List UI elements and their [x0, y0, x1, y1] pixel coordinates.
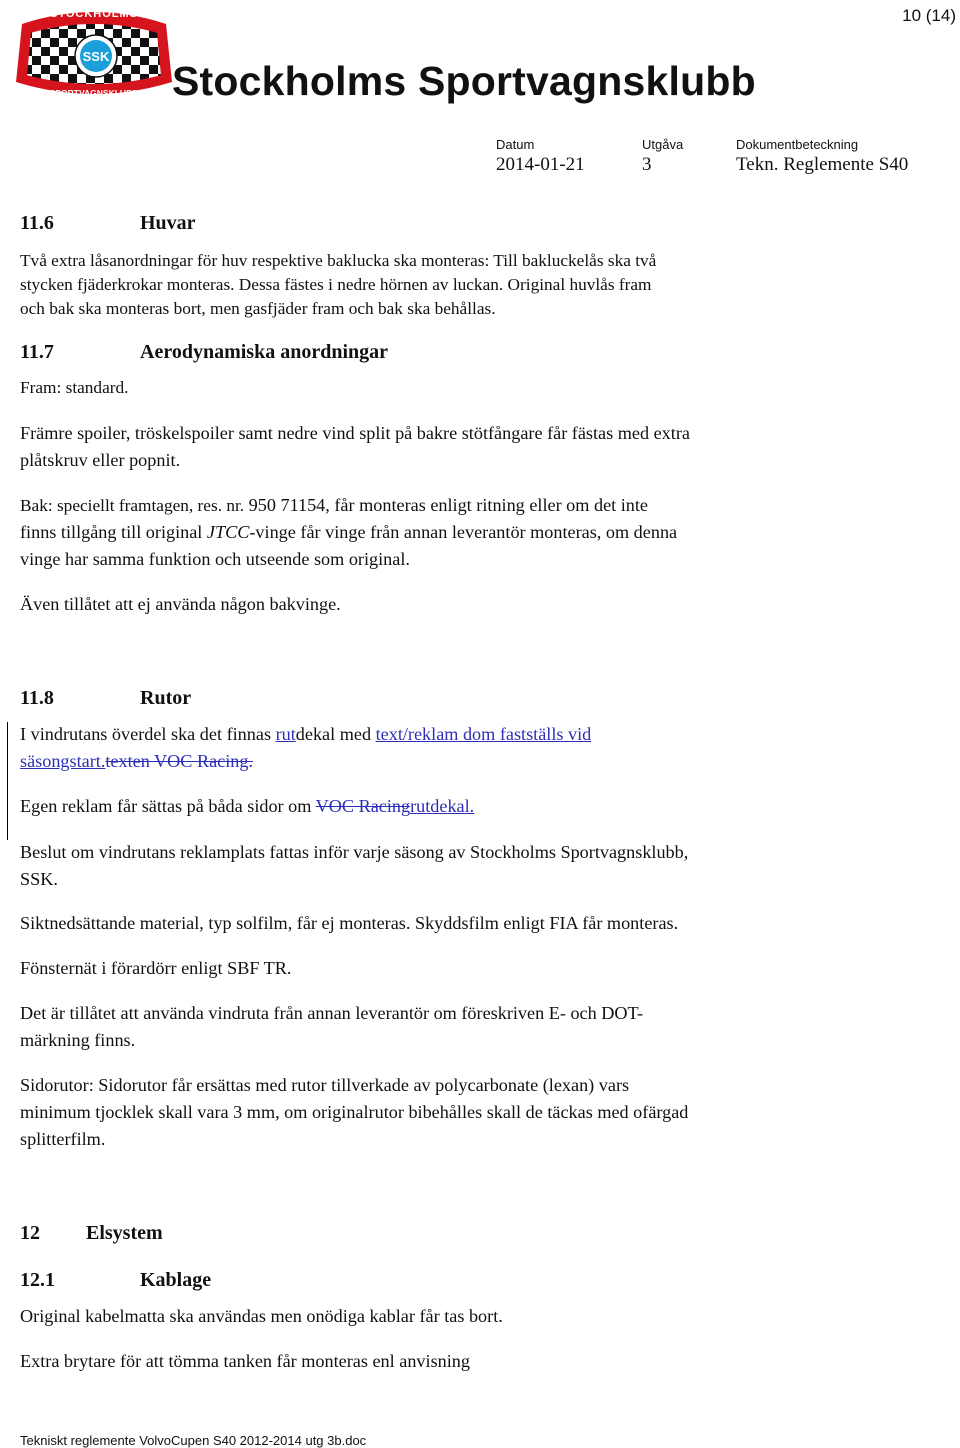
section-heading-11-6 [20, 212, 420, 238]
section-number: 12.1 [20, 1269, 55, 1291]
bak-paragraph [20, 492, 940, 573]
jtcc-text: JTCC [206, 522, 250, 542]
section-heading-11-7 [20, 341, 520, 367]
section-heading-12 [20, 1222, 420, 1248]
club-logo [14, 2, 174, 106]
text-line: stycken fjäderkrokar monteras. Dessa fästes i nedre hörnen av luckan. Original huvlås fram [20, 275, 652, 294]
logo-top-text: STOCKHOLMS [49, 8, 139, 20]
section-title: Huvar [140, 212, 196, 234]
bak-text: 950 71154, får monteras enligt ritning eller om det inte [244, 495, 649, 515]
egen-reklam-line [20, 793, 940, 820]
sidorutor-paragraph [20, 1072, 940, 1153]
section-number: 12 [20, 1222, 40, 1244]
text-line: Främre spoiler, tröskelspoiler samt nedre vind split på bakre stötfångare får fästas med extra [20, 423, 690, 443]
text-span: Egen reklam får sättas på båda sidor om [20, 796, 316, 816]
text-span: I vindrutans överdel ska det finnas [20, 724, 276, 744]
section-title: Kablage [140, 1269, 212, 1291]
inserted-text: säsongstart. [20, 751, 106, 771]
section-title: Aerodynamiska anordningar [140, 341, 389, 363]
meta-date-label: Datum [496, 137, 535, 152]
page-number: 10 (14) [902, 6, 956, 25]
meta-edition-label: Utgåva [642, 137, 684, 152]
section-title: Elsystem [86, 1222, 163, 1244]
fram-line: Fram: standard. [20, 378, 129, 397]
section-title: Rutor [140, 687, 192, 709]
text-line: vinge har samma funktion och utseende som original. [20, 549, 410, 569]
meta-docid-value: Tekn. Reglemente S40 [736, 154, 909, 175]
text-line: SSK. [20, 869, 58, 889]
text-line [20, 748, 940, 775]
siktnedsattande-line: Siktnedsättande material, typ solfilm, får ej monteras. Skyddsfilm enligt FIA får monteras. [20, 913, 679, 933]
footer-filename: Tekniskt reglemente VolvoCupen S40 2012-2014 utg 3b.doc [20, 1433, 367, 1448]
section-number: 11.8 [20, 687, 54, 709]
deleted-text: texten VOC Racing. [105, 751, 254, 771]
beslut-paragraph [20, 839, 940, 893]
spoiler-paragraph [20, 420, 940, 474]
text-line: märkning finns. [20, 1030, 136, 1050]
huvar-paragraph [20, 249, 940, 321]
meta-date-value: 2014-01-21 [496, 154, 585, 175]
change-bar [7, 722, 8, 840]
logo-bottom-text: SPORTVAGNSKLUBB [49, 88, 139, 98]
bakvinge-line: Även tillåtet att ej använda någon bakvinge. [20, 594, 341, 614]
meta-docid-label: Dokumentbeteckning [736, 137, 859, 152]
text-line [20, 492, 940, 519]
text-line: minimum tjocklek skall vara 3 mm, om originalrutor bibehålles skall de täckas med ofärgad [20, 1102, 689, 1122]
vindruta-leverantor-paragraph [20, 1000, 940, 1054]
inserted-text: text/reklam dom fastställs vid [375, 724, 592, 744]
deleted-text: VOC Racing [315, 796, 411, 816]
kablage-line: Original kabelmatta ska användas men onödiga kablar får tas bort. [20, 1306, 503, 1326]
text-line: plåtskruv eller popnit. [20, 450, 181, 470]
section-number: 11.7 [20, 341, 54, 363]
text-line: och bak ska monteras bort, men gasfjäder fram och bak ska behållas. [20, 299, 496, 318]
bak-label: Bak: speciellt framtagen, res. nr. [20, 496, 245, 515]
brytare-line: Extra brytare för att tömma tanken får monteras enl anvisning [20, 1351, 470, 1371]
text-line: Två extra låsanordningar för huv respektive baklucka ska monteras: Till bakluckelås ska två [20, 251, 657, 270]
section-heading-12-1 [20, 1269, 420, 1295]
meta-edition-value: 3 [642, 154, 652, 175]
text-span: dekal med [295, 724, 376, 744]
fonsternat-line: Fönsternät i förardörr enligt SBF TR. [20, 958, 292, 978]
text-line [20, 721, 940, 748]
text-line: Det är tillåtet att använda vindruta från annan leverantör om föreskriven E- och DOT- [20, 1003, 644, 1023]
club-logo-graphic [14, 2, 174, 106]
logo-emblem-text: SSK [82, 49, 110, 64]
inserted-text: rutdekal. [410, 796, 475, 816]
text-span: -vinge får vinge från annan leverantör monteras, om denna [249, 522, 678, 542]
text-span: finns tillgång till original [20, 522, 207, 542]
vindruta-paragraph [20, 721, 940, 775]
section-number: 11.6 [20, 212, 54, 234]
inserted-text: rut [275, 724, 296, 744]
text-line: splitterfilm. [20, 1129, 106, 1149]
club-name: Stockholms Sportvagnsklubb [172, 58, 756, 104]
text-line: Beslut om vindrutans reklamplats fattas inför varje säsong av Stockholms Sportvagnsklubb, [20, 842, 689, 862]
text-line [20, 519, 940, 546]
text-line: Sidorutor: Sidorutor får ersättas med rutor tillverkade av polycarbonate (lexan) vars [20, 1075, 630, 1095]
section-heading-11-8 [20, 687, 420, 713]
